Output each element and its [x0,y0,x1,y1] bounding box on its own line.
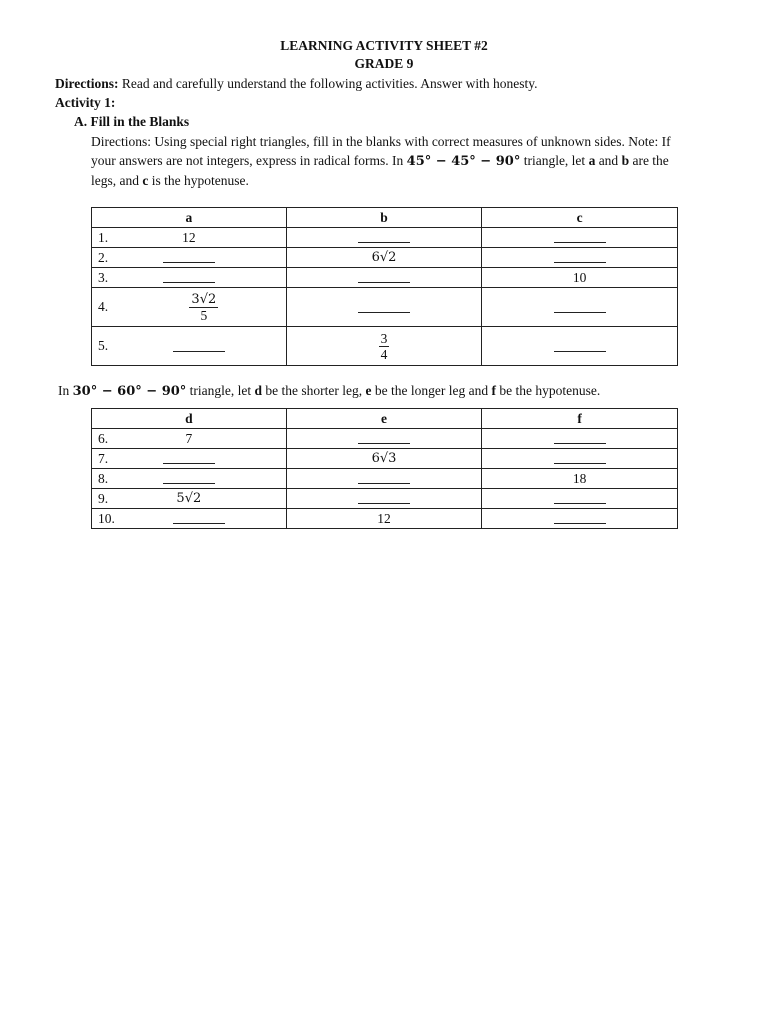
answer-blank[interactable] [554,449,606,464]
answer-blank[interactable] [358,489,410,504]
item-number: 2. [98,249,109,265]
activity-heading: Activity 1: [55,95,116,110]
answer-blank[interactable] [358,228,410,243]
col-header-f: f [482,409,678,429]
item-number: 5. [98,338,109,353]
answer-blank[interactable] [554,228,606,243]
var-f: f [491,383,496,398]
cell-value: 6√2 [371,250,397,265]
fraction-numerator: 3 [380,330,388,346]
fraction-numerator: 3√2 [191,291,217,307]
var-b: b [621,153,630,168]
answer-blank[interactable] [554,489,606,504]
table-row [92,268,678,288]
answer-blank[interactable] [163,469,215,484]
table-row [92,449,678,469]
intro-30-60-90 [58,383,600,399]
intro-text: be the longer leg and [371,383,492,398]
item-number: 7. [98,450,109,466]
table-row [92,509,678,529]
directions-label: Directions: [55,76,119,91]
sub-directions [91,132,681,190]
subdir-text: are the legs, and [91,153,669,188]
table-row [92,429,678,449]
table-row [92,469,678,489]
var-c: c [142,173,149,188]
answer-blank[interactable] [358,469,410,484]
cell-value: 6√3 [371,451,397,466]
item-number: 1. [98,229,109,245]
intro-text: triangle, let [186,383,255,398]
intro-text: In [58,383,73,398]
directions [55,76,538,92]
table-45-45-90 [91,207,678,366]
grade-label: GRADE 9 [354,56,414,71]
triangle-45-math: 45° − 45° − 90° [406,154,521,169]
table-30-60-90 [91,408,678,529]
section-heading: A. Fill in the Blanks [74,114,190,129]
answer-blank[interactable] [173,337,225,352]
var-d: d [254,383,263,398]
answer-blank[interactable] [358,429,410,444]
item-number: 9. [98,490,109,506]
cell-value: 10 [572,269,587,285]
answer-blank[interactable] [554,509,606,524]
table-row [92,327,678,366]
col-header-c: c [482,208,678,228]
table-row [92,489,678,509]
answer-blank[interactable] [163,268,215,283]
table-row [92,228,678,248]
fraction-denominator: 5 [200,307,208,323]
sheet-title: LEARNING ACTIVITY SHEET #2 [280,38,488,53]
table-row [92,288,678,327]
cell-value: 5√2 [176,491,202,506]
item-number: 3. [98,269,109,285]
answer-blank[interactable] [358,298,410,313]
table-header-row [92,409,678,429]
col-header-a: a [92,208,287,228]
fraction-value [379,331,390,362]
item-number: 6. [98,430,109,446]
table-row [92,248,678,268]
item-number: 8. [98,470,109,486]
subdir-text: triangle, let [520,153,589,168]
fraction-value [189,292,218,323]
answer-blank[interactable] [554,248,606,263]
table-header-row [92,208,678,228]
cell-value: 12 [182,229,196,245]
answer-blank[interactable] [358,268,410,283]
triangle-30-math: 30° − 60° − 90° [72,384,187,399]
intro-text: be the shorter leg, [262,383,366,398]
item-number: 10. [98,510,115,526]
answer-blank[interactable] [554,298,606,313]
answer-blank[interactable] [554,429,606,444]
fraction-denominator: 4 [380,346,388,362]
cell-value: 18 [572,470,587,486]
answer-blank[interactable] [554,337,606,352]
intro-text: be the hypotenuse. [495,383,601,398]
col-header-b: b [286,208,482,228]
var-e: e [365,383,372,398]
answer-blank[interactable] [163,248,215,263]
answer-blank[interactable] [163,449,215,464]
subdir-text: and [595,153,622,168]
subdir-text: Directions: Using special right triangles, fill in the blanks with correct measures of unknown sides. Note: If your answers are not integers, express in radical forms. In [91,134,671,168]
col-header-d: d [92,409,287,429]
cell-value: 7 [185,430,193,446]
subdir-text: is the hypotenuse. [148,173,249,188]
cell-value: 12 [377,510,391,526]
answer-blank[interactable] [173,509,225,524]
col-header-e: e [286,409,482,429]
item-number: 4. [98,299,109,314]
directions-text: Read and carefully understand the following activities. Answer with honesty. [118,76,538,91]
var-a: a [588,153,596,168]
